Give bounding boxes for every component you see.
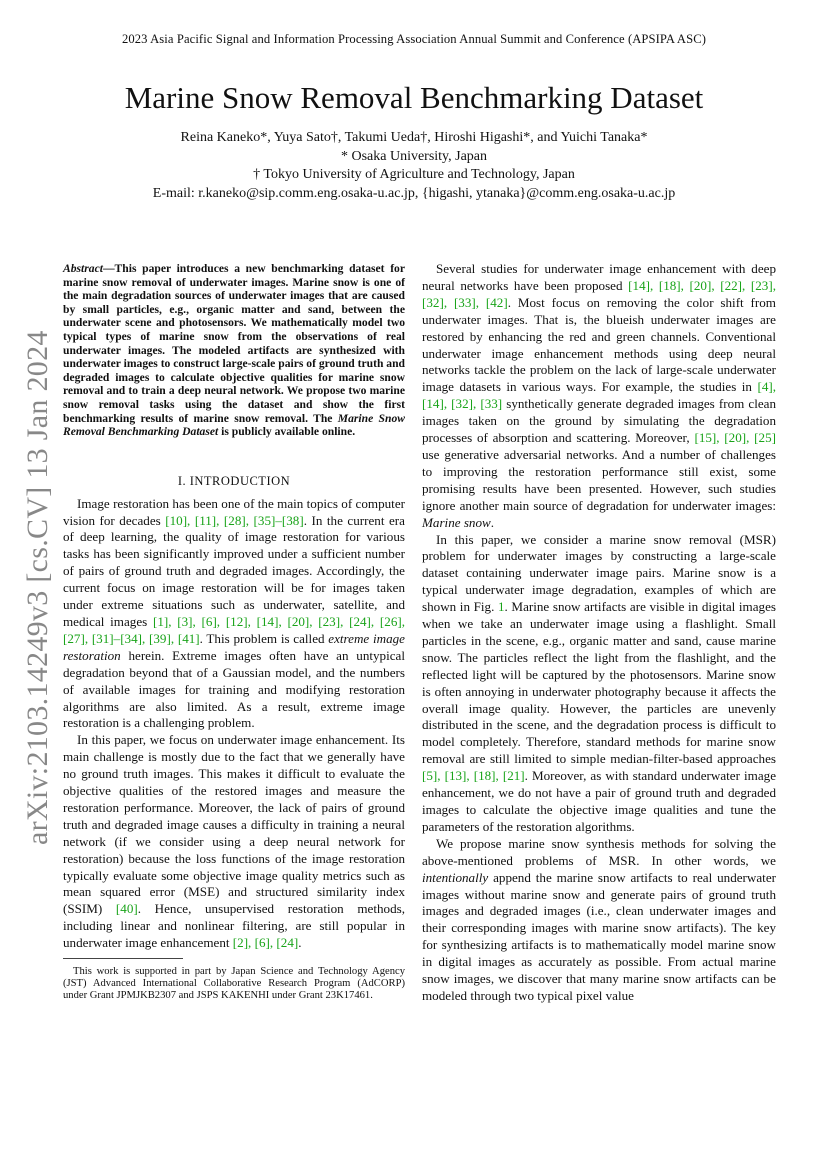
right-paragraph-2	[422, 532, 776, 836]
text-run: .	[490, 514, 495, 530]
text-run: .	[298, 935, 302, 951]
text-run: We propose marine snow synthesis methods for solving the above-mentioned problems of MSR. In other words, we	[422, 835, 776, 868]
citation-link[interactable]: [4], [14], [32], [33]	[422, 379, 776, 412]
citation-link[interactable]: [2], [6], [24]	[232, 935, 299, 951]
intro-paragraph-2	[63, 732, 405, 952]
funding-footnote: This work is supported in part by Japan Science and Technology Agency (JST) Advanced International Collaborative Research Program (AdCORP) under Grant JPMJKB2307 and JSPS KAKENHI under Grant 23K17461.	[63, 966, 405, 1001]
text-run: . Most focus on removing the color shift from underwater images. That is, the blueish underwater images are restored by enhancing the red and green channels. Conventional underwater image enhancement methods using deep neural networks tackle the problem on the lack of large-scale underwater image datasets in various ways. For example, the studies in	[422, 294, 776, 395]
text-run: . In the current era of deep learning, the quality of image restoration for various tasks has been significantly improved under a sufficient number of pairs of ground truth and degraded images. Accordingly, the current focus on image restoration will be for images taken under extreme situations such as underwater, satellite, and medical images	[63, 512, 405, 629]
affiliation-tokyo: † Tokyo University of Agriculture and Technology, Japan	[253, 167, 575, 182]
citation-link[interactable]: [40]	[115, 901, 138, 917]
text-run: append the marine snow artifacts to real underwater images without marine snow and generate pairs of ground truth images and degraded images (i.e., clean underwater images and their corresponding images with marine snow artifacts). The key for synthesizing artifacts is to mathematically model marine snow in digital images as accurately as possible. From actual marine snow images, we discover that many marine snow artifacts can be modeled through two typical pixel value	[422, 869, 776, 1003]
citation-link[interactable]: [14], [18], [20], [22], [23], [32], [33], [42]	[422, 277, 776, 310]
right-paragraph-3	[422, 836, 776, 1005]
citation-link[interactable]: [10], [11], [28], [35]–[38]	[165, 512, 304, 528]
text-run: Image restoration has been one of the main topics of computer vision for decades	[63, 495, 405, 528]
abstract-text-end: is publicly available online.	[218, 425, 356, 439]
abstract-lead: Abstract	[63, 262, 103, 275]
text-run: synthetically generate degraded images from clean images taken on the ground by simulating the degradation processes of absorption and scattering. Moreover,	[422, 396, 777, 446]
text-run: Several studies for underwater image enhancement with deep neural networks have been proposed	[422, 261, 776, 293]
emphasis-term: intentionally	[422, 869, 489, 885]
arxiv-watermark: arXiv:2103.14249v3 [cs.CV] 13 Jan 2024	[21, 330, 54, 845]
emphasis-term: Marine snow	[422, 514, 491, 530]
section-heading-introduction: I. INTRODUCTION	[177, 473, 291, 488]
figure-link[interactable]: 1	[497, 599, 505, 615]
text-run: In this paper, we focus on underwater image enhancement. Its main challenge is mostly due to the fact that we generally have no ground truth images. This makes it difficult to evaluate the objective qualities of the restored images and measure the restoration performance. Moreover, the lack of pairs of ground truth and degraded image causes a difficulty in training a neural network (if we consider using a deep neural network for restoration) because the loss functions of the image restoration typically evaluate some objective image quality metrics such as mean squared error (MSE) and structured similarity index (SSIM)	[63, 732, 405, 917]
author-emails: E-mail: r.kaneko@sip.comm.eng.osaka-u.ac.jp, {higashi, ytanaka}@comm.eng.osaka-u.ac.jp	[152, 186, 676, 201]
right-column	[422, 261, 776, 1005]
text-run: . Moreover, as with standard underwater image enhancement, we do not have a pair of ground truth and degraded images to calculate the objective image qualities and tune the parameters of the restoration algorithms.	[422, 768, 777, 834]
text-run: use generative adversarial networks. And a number of challenges to improving the restoration performance still exist, some promising results have been presented. However, such studies ignore another main source of degradation for underwater images:	[422, 446, 776, 513]
text-run: In this paper, we consider a marine snow removal (MSR) problem for underwater images by constructing a large-scale dataset containing underwater image pairs. Marine snow is a typical underwater image degradation, examples of which are shown in Fig.	[422, 531, 776, 615]
abstract	[63, 262, 405, 439]
footnote-divider	[63, 958, 183, 959]
citation-link[interactable]: [1], [3], [6], [12], [14], [20], [23], [24], [26], [27], [31]–[34], [39], [41]	[63, 613, 405, 646]
text-run: . Marine snow artifacts are visible in digital images when we take an underwater image using a flashlight. Small particles in the scene, e.g., organic matter and sand, cause marine snow. The particles reflect the light from the flashlight, and the reflected light will be captured by the photosensors. Marine snow is often annoying in underwater photography because it affects the overall image quality. However, the particles are unevenly distributed in the scene, and the degradation process is difficult to model completely. Therefore, standard methods for marine snow removal are still limited to simple median-filter-based approaches	[422, 599, 777, 767]
affiliation-osaka: * Osaka University, Japan	[340, 149, 488, 164]
intro-paragraph-1	[63, 496, 405, 733]
dataset-name: Marine Snow Removal Benchmarking Dataset	[63, 411, 405, 439]
right-paragraph-1	[422, 261, 776, 532]
paper-title: Marine Snow Removal Benchmarking Dataset	[124, 80, 704, 115]
left-column	[63, 262, 405, 952]
author-list: Reina Kaneko*, Yuya Sato†, Takumi Ueda†, Hiroshi Higashi*, and Yuichi Tanaka*	[180, 130, 648, 145]
text-run: herein. Extreme images often have an untypical degradation beyond that of a Gaussian model, and the numbers of available images for training and modifying restoration algorithms are also limited. As a result, extreme image restoration is a challenging problem.	[63, 647, 405, 731]
text-run: . Hence, unsupervised restoration methods, including linear and nonlinear filtering, are still popular in underwater image enhancement	[63, 901, 405, 951]
conference-header: 2023 Asia Pacific Signal and Information Processing Association Annual Summit and Conference (APSIPA ASC)	[121, 32, 707, 46]
abstract-text: —This paper introduces a new benchmarking dataset for marine snow removal of underwater images. Marine snow is one of the main degradation sources of underwater images that are caused by small particles, e.g., organic matter and sand, between the underwater scene and photosensors. We mathematically model two typical types of marine snow from the observations of real underwater images. The modeled artifacts are synthesized with underwater images to construct large-scale pairs of ground truth and degraded images to calculate objective qualities for marine snow removal and to train a deep neural network. We propose two marine snow removal tasks using the dataset and show the first benchmarking results of marine snow removal. The	[63, 262, 405, 425]
citation-link[interactable]: [15], [20], [25]	[694, 430, 776, 446]
text-run: . This problem is called	[199, 630, 329, 646]
citation-link[interactable]: [5], [13], [18], [21]	[422, 768, 525, 784]
emphasis-term: extreme image restoration	[63, 630, 405, 663]
